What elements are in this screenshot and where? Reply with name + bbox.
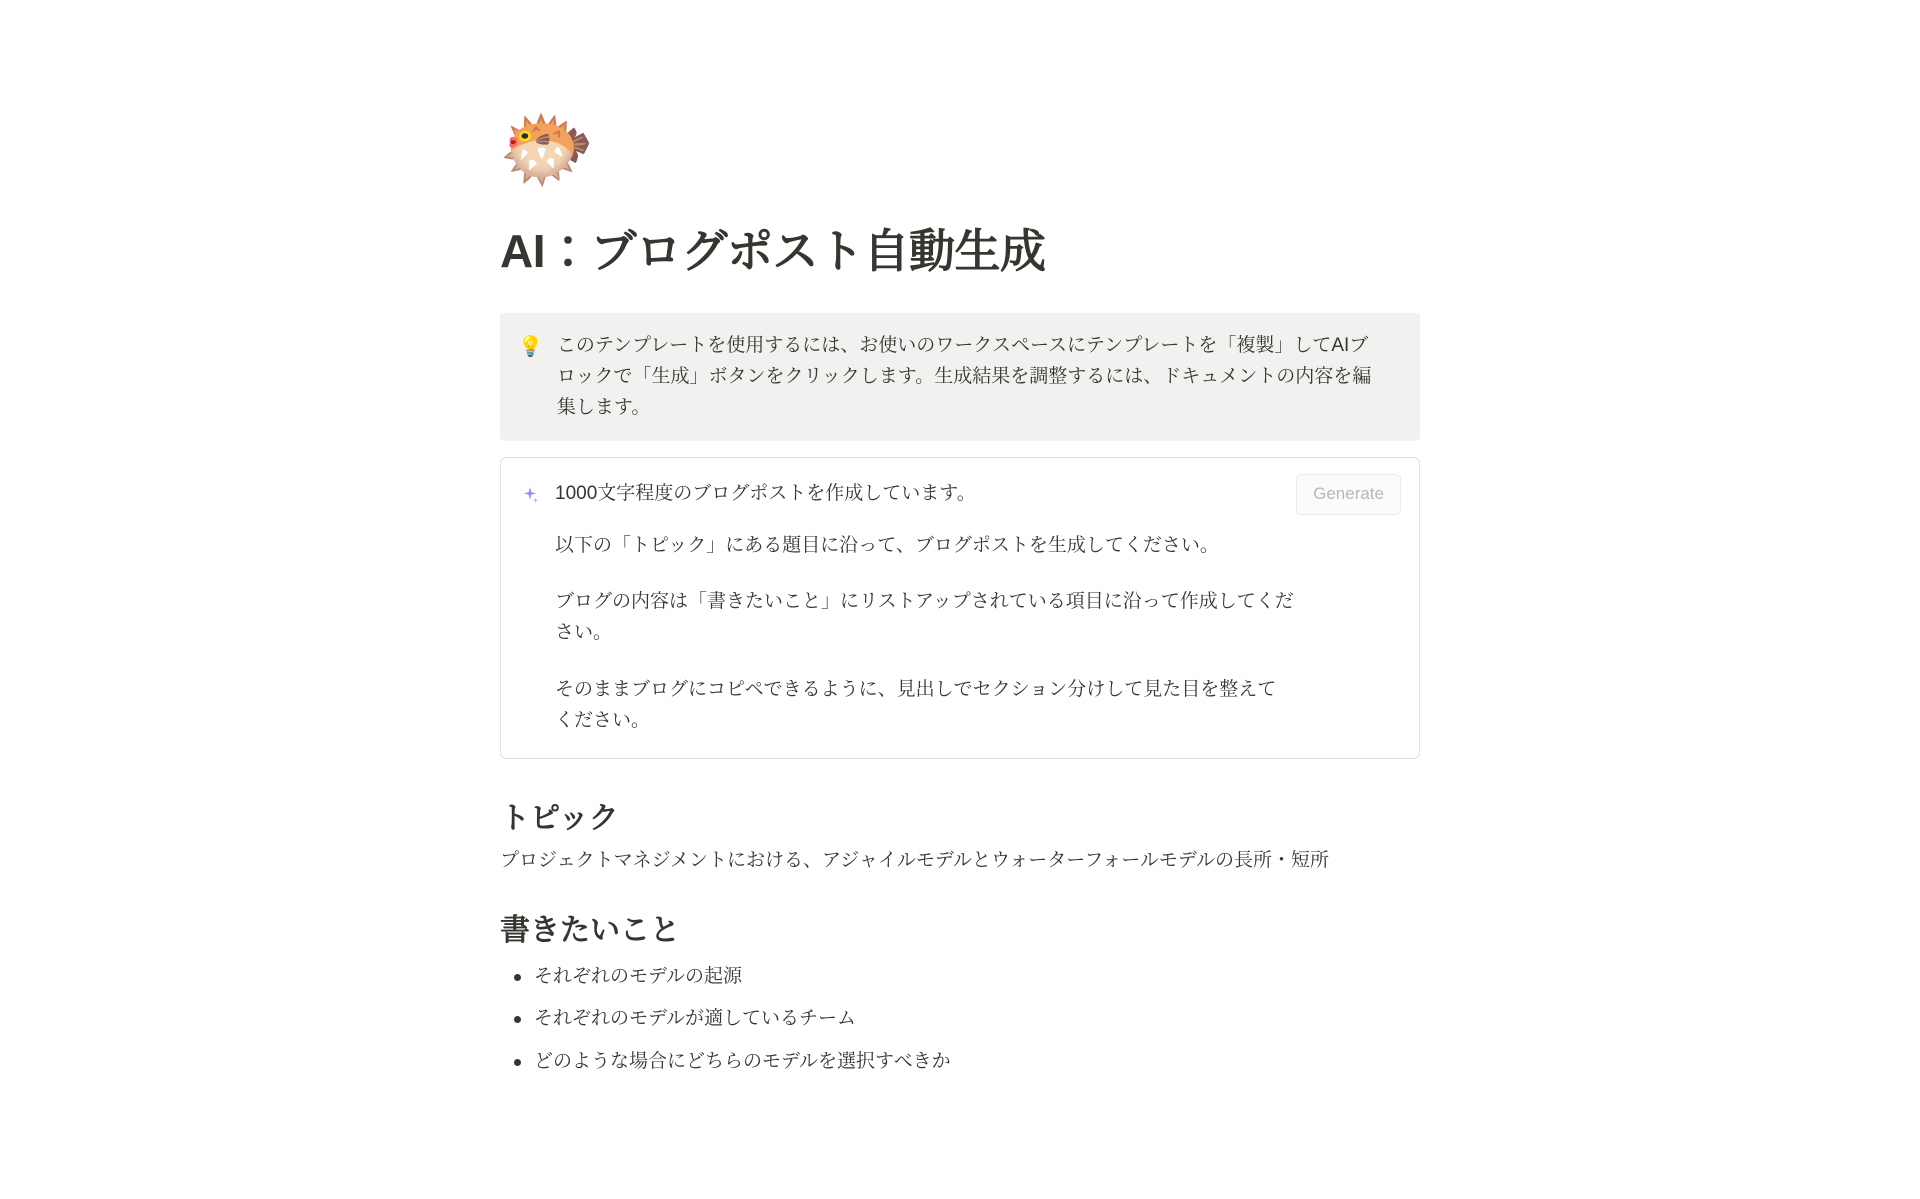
section-text-topic[interactable]: プロジェクトマネジメントにおける、アジャイルモデルとウォーターフォールモデルの長所・短所 <box>500 850 1329 872</box>
list-item[interactable]: それぞれのモデルが適しているチーム <box>500 1004 1420 1033</box>
list-item[interactable]: それぞれのモデルの起源 <box>500 962 1420 991</box>
ai-prompt-paragraph: ブログの内容は「書きたいこと」にリストアップされている項目に沿って作成してください。 <box>555 591 1294 644</box>
ai-prompt-paragraph: そのままブログにコピペできるように、見出しでセクション分けして見た目を整えてください。 <box>555 678 1277 731</box>
ai-block[interactable] <box>500 457 1420 759</box>
ai-block-header <box>519 474 1401 514</box>
bulleted-list <box>500 962 1420 1076</box>
generate-button[interactable]: Generate <box>1296 474 1401 514</box>
page-title[interactable]: AI：ブログポスト自動生成 <box>500 225 1046 277</box>
callout-text: このテンプレートを使用するには、お使いのワークスペースにテンプレートを「複製」してAIブロックで「生成」ボタンをクリックします。生成結果を調整するには、ドキュメントの内容を編集します。 <box>556 335 1372 418</box>
sparkle-icon <box>519 484 541 506</box>
document-content <box>500 0 1420 1076</box>
ai-prompt-body[interactable] <box>519 515 1401 737</box>
blowfish-emoji[interactable]: 🐡 <box>498 105 596 193</box>
section-heading-points[interactable]: 書きたいこと <box>500 913 680 947</box>
list-item[interactable]: どのような場合にどちらのモデルを選択すべきか <box>500 1047 1420 1076</box>
callout-block[interactable] <box>500 313 1420 441</box>
ai-status-text: 1000文字程度のブログポストを作成しています。 <box>555 483 976 505</box>
section-heading-topic[interactable]: トピック <box>500 802 619 836</box>
lightbulb-emoji: 💡 <box>518 336 543 359</box>
ai-prompt-paragraph: 以下の「トピック」にある題目に沿って、ブログポストを生成してください。 <box>555 534 1219 556</box>
